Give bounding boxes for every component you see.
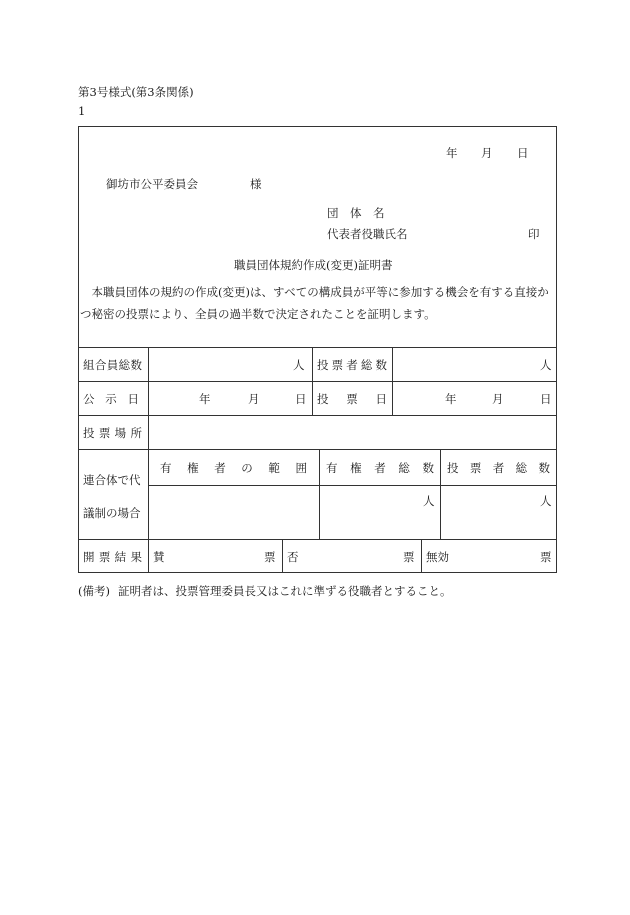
federation-label-line1: 連合体で代 [83,473,141,487]
col-divider [319,449,320,539]
voter-total-label: 投 票 者 総 数 [317,358,387,372]
date-day: 日 [517,146,529,160]
note-text: 証明者は、投票管理委員長又はこれに準ずる役職者とすること。 [118,584,452,598]
member-total-label: 組 合 員 総 数 [83,358,142,372]
federation-label-line2: 議制の場合 [83,506,141,520]
date-year: 年 [446,146,458,160]
yes-label: 賛 [153,550,165,564]
voter-range-label: 有 権 者 の 範 囲 [160,461,307,475]
col-divider [392,347,393,415]
note-label: (備考) [78,584,110,598]
row-divider [148,485,557,486]
form-title: 第3号様式(第3条関係) [78,85,194,99]
addressee: 御坊市公平委員会 [106,177,198,191]
vote-place-label: 投 票 場 所 [83,426,142,440]
invalid-unit: 票 [540,550,552,564]
eligible-voter-count-label: 有 権 者 総 数 [326,461,434,475]
eligible-voter-count-unit: 人 [423,494,435,508]
row-divider [78,415,557,416]
certification-body: 本職員団体の規約の作成(変更)は、すべての構成員が平等に参加する機会を有する直接かつ秘密の投票により、全員の過半数で決定されたことを証明します。 [80,285,549,321]
invalid-label: 無効 [426,550,449,564]
col-divider [148,347,149,573]
col-divider [421,539,422,573]
yes-unit: 票 [264,550,276,564]
form-frame [78,126,557,573]
row-divider [78,449,557,450]
row-divider [78,347,557,348]
notice-date-year: 年 [199,392,211,406]
vote-date-month: 月 [492,392,504,406]
voter-total-unit: 人 [540,358,552,372]
document-title: 職員団体規約作成(変更)証明書 [234,258,393,272]
seal-mark: 印 [528,227,540,241]
representative-label: 代表者役職氏名 [327,227,408,241]
organization-name-label: 団 体 名 [327,206,385,220]
col-divider [440,449,441,539]
result-label: 開 票 結 果 [83,550,142,564]
date-month: 月 [481,146,493,160]
notice-date-day: 日 [295,392,307,406]
no-unit: 票 [403,550,415,564]
vote-date-year: 年 [445,392,457,406]
row-divider [78,539,557,540]
voter-total-label-2: 投 票 者 総 数 [447,461,550,475]
page-number: 1 [78,104,86,118]
notice-date-month: 月 [248,392,260,406]
notice-date-label: 公 示 日 [83,392,139,406]
vote-date-label: 投 票 日 [317,392,387,406]
voter-total-unit-2: 人 [540,494,552,508]
vote-date-day: 日 [540,392,552,406]
member-total-unit: 人 [293,358,305,372]
addressee-honorific: 様 [250,177,262,191]
col-divider [312,347,313,415]
row-divider [78,381,557,382]
col-divider [282,539,283,573]
no-label: 否 [287,550,299,564]
